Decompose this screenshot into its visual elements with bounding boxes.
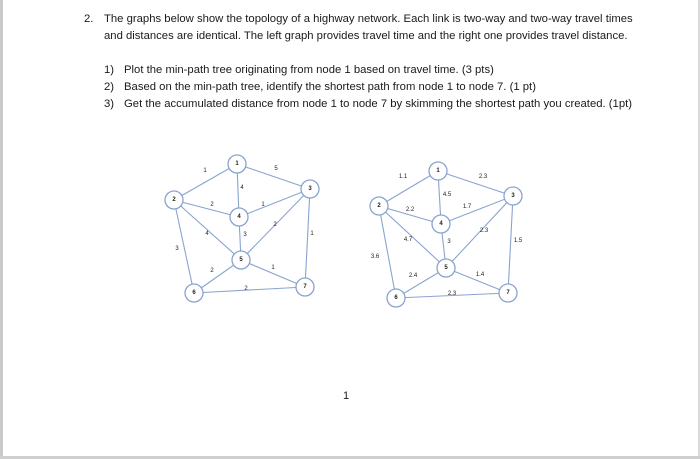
node-label: 3 [511, 193, 515, 199]
edge-label-4-3: 1 [261, 202, 265, 208]
node-label: 2 [377, 203, 381, 209]
edge-label-1-2: 1.1 [398, 174, 408, 180]
node-label: 6 [192, 290, 196, 296]
edge-3-7 [305, 189, 310, 287]
task-item [104, 96, 644, 113]
edge-label-3-5: 2 [273, 222, 277, 228]
edge-label-1-3: 2.3 [478, 174, 488, 180]
node-7 [499, 284, 517, 302]
node-label: 4 [237, 214, 241, 220]
task-number: 2) [104, 81, 115, 93]
node-2 [370, 197, 388, 215]
task-text: Plot the min-path tree originating from node 1 based on travel time. (3 pts) [124, 64, 494, 76]
page-number: 1 [343, 390, 350, 402]
travel-time-graph [160, 150, 330, 305]
node-1 [228, 155, 246, 173]
edge-label-1-3: 5 [274, 166, 278, 172]
node-6 [387, 289, 405, 307]
edge-3-7 [508, 196, 513, 293]
node-label: 2 [172, 197, 176, 203]
node-label: 5 [239, 257, 243, 263]
edge-label-5-6: 2 [210, 268, 214, 274]
node-label: 7 [303, 284, 307, 290]
edge-label-6-7: 2 [244, 286, 248, 292]
edge-4-3 [441, 196, 513, 224]
node-label: 3 [308, 186, 312, 192]
edge-label-3-5: 2.3 [479, 228, 489, 234]
node-label: 5 [444, 265, 448, 271]
edge-label-1-2: 1 [203, 168, 207, 174]
edge-label-2-4: 2 [210, 202, 214, 208]
edge-label-4-3: 1.7 [462, 204, 472, 210]
node-6 [185, 284, 203, 302]
edge-label-3-7: 1.5 [513, 238, 523, 244]
task-text: Based on the min-path tree, identify the shortest path from node 1 to node 7. (1 pt) [124, 81, 536, 93]
travel-distance-graph [362, 150, 532, 305]
task-number: 3) [104, 98, 115, 110]
edge-label-5-6: 2.4 [408, 273, 418, 279]
edge-label-4-5: 3 [447, 239, 451, 245]
edge-label-2-6: 3 [175, 246, 179, 252]
edge-label-2-4: 2.2 [405, 207, 415, 213]
task-list [104, 62, 644, 113]
edge-label-1-4: 4.5 [442, 192, 452, 198]
node-2 [165, 191, 183, 209]
task-text: Get the accumulated distance from node 1 to node 7 by skimming the shortest path you created. (1pt) [124, 98, 633, 110]
edge-label-2-6: 3.6 [370, 254, 380, 260]
node-4 [432, 215, 450, 233]
node-label: 1 [436, 168, 440, 174]
task-number: 1) [104, 64, 115, 76]
page-edge-left [0, 0, 3, 459]
edge-label-5-7: 1.4 [475, 272, 485, 278]
node-label: 7 [506, 290, 510, 296]
question-number: 2. [84, 13, 94, 25]
node-3 [504, 187, 522, 205]
node-label: 6 [394, 295, 398, 301]
node-3 [301, 180, 319, 198]
edge-label-6-7: 2.3 [447, 291, 457, 297]
edge-label-2-5: 4 [205, 231, 209, 237]
edge-label-5-7: 1 [271, 265, 275, 271]
edge-label-1-4: 4 [240, 185, 244, 191]
edge-label-2-5: 4.7 [403, 237, 413, 243]
node-label: 4 [439, 221, 443, 227]
node-4 [230, 208, 248, 226]
edge-label-3-7: 1 [310, 231, 314, 237]
edge-6-7 [194, 287, 305, 293]
edge-4-3 [239, 189, 310, 217]
node-5 [437, 259, 455, 277]
node-1 [429, 162, 447, 180]
task-item [104, 62, 644, 79]
edge-label-4-5: 3 [243, 232, 247, 238]
node-7 [296, 278, 314, 296]
task-item [104, 79, 644, 96]
node-5 [232, 251, 250, 269]
node-label: 1 [235, 161, 239, 167]
edge-1-2 [379, 171, 438, 206]
question-text: The graphs below show the topology of a highway network. Each link is two-way and two-way travel times and distances are identical. The left graph provides travel time and the right one provides travel distance. [104, 13, 633, 42]
